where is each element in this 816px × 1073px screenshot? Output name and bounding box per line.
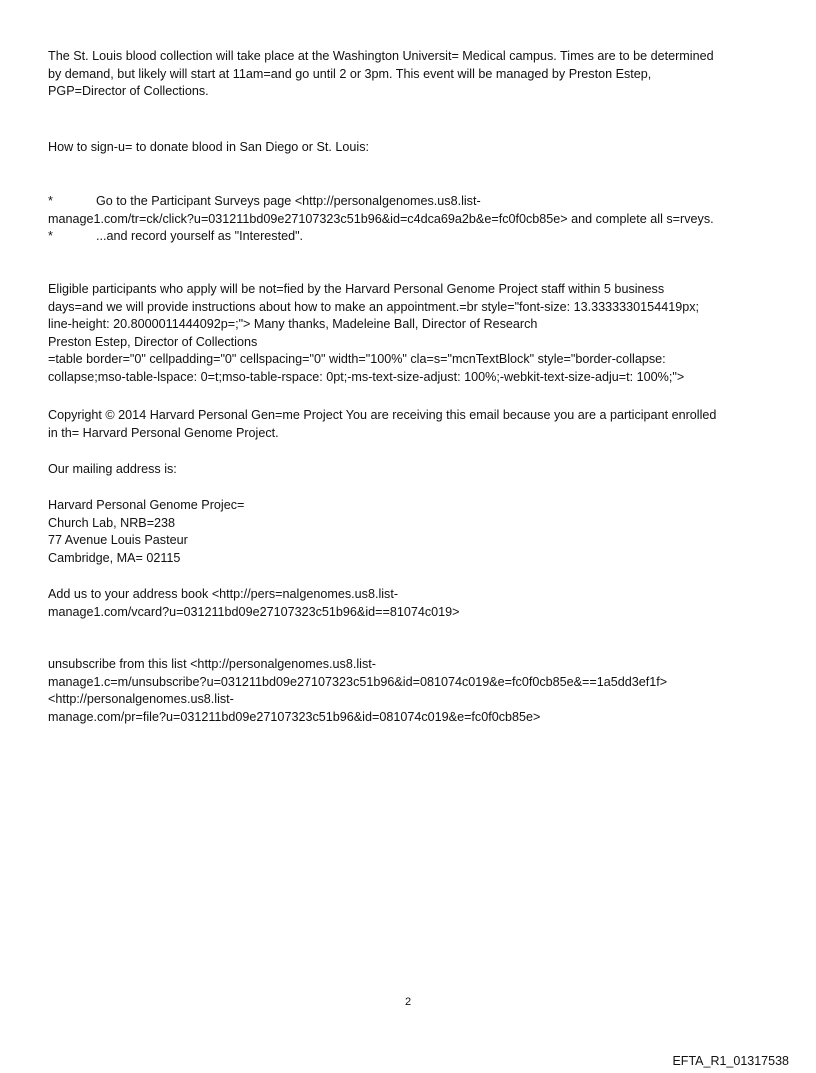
text-line: collapse;mso-table-lspace: 0=t;mso-table-rspace: 0pt;-ms-text-size-adjust: 100%;-webkit-text-size-adju=t: 100%;">	[48, 369, 685, 384]
address-line: Cambridge, MA= 02115	[48, 550, 181, 565]
address-line: 77 Avenue Louis Pasteur	[48, 533, 188, 547]
text-line: days=and we will provide instructions about how to make an appointment.=br style="font-size: 13.3333330154419px;	[48, 299, 700, 314]
participant-surveys-link[interactable]: manage1.com/tr=ck/click?u=031211bd09e27107323c51b96&id=c4dca69a2b&e=fc0f0cb85e> and complete all s=rveys.	[48, 212, 714, 226]
bullet-marker: *	[48, 194, 53, 208]
text-line: PGP=Director of Collections.	[48, 84, 209, 98]
address-line: Harvard Personal Genome Projec=	[48, 498, 245, 512]
address-book-link[interactable]	[48, 586, 778, 621]
bullet-text: Go to the Participant Surveys page <http://personalgenomes.us8.list-	[96, 194, 481, 208]
bullet-item	[48, 193, 778, 211]
unsubscribe-link[interactable]: unsubscribe from this list <http://personalgenomes.us8.list-	[48, 657, 376, 671]
stlouis-paragraph	[48, 48, 778, 101]
document-id: EFTA_R1_01317538	[672, 1054, 789, 1068]
mailing-address	[48, 497, 778, 567]
unsubscribe-link[interactable]: manage1.c=m/unsubscribe?u=031211bd09e27107323c51b96&id=081074c019&e=fc0f0cb85e&==1a5dd3ef1f>	[48, 674, 668, 689]
text-line: Copyright © 2014 Harvard Personal Gen=me Project You are receiving this email because you are a participant enrolled	[48, 408, 717, 422]
text-line: Our mailing address is:	[48, 462, 177, 476]
text-line: manage1.com/vcard?u=031211bd09e27107323c51b96&id==81074c019>	[48, 604, 460, 619]
address-line: Church Lab, NRB=238	[48, 515, 176, 530]
text-line: by demand, but likely will start at 11am=and go until 2 or 3pm. This event will be managed by Preston Estep,	[48, 66, 652, 81]
text-line: The St. Louis blood collection will take place at the Washington Universit= Medical campus. Times are to be determined	[48, 49, 714, 63]
update-profile-link[interactable]: manage.com/pr=file?u=031211bd09e27107323c51b96&id=081074c019&e=fc0f0cb85e>	[48, 709, 541, 724]
signup-heading	[48, 139, 778, 157]
eligible-paragraph	[48, 281, 778, 386]
copyright-paragraph	[48, 407, 778, 442]
text-line: =table border="0" cellpadding="0" cellspacing="0" width="100%" cla=s="mcnTextBlock" style="border-collapse:	[48, 352, 666, 366]
unsubscribe-block	[48, 656, 778, 726]
text-line: How to sign-u= to donate blood in San Diego or St. Louis:	[48, 140, 369, 154]
page-number: 2	[404, 996, 412, 1008]
bullet-wrap-line	[48, 211, 778, 229]
update-profile-link[interactable]: <http://personalgenomes.us8.list-	[48, 692, 234, 706]
mailing-address-label	[48, 461, 778, 479]
text-line: Eligible participants who apply will be not=fied by the Harvard Personal Genome Project staff within 5 business	[48, 282, 665, 296]
text-line: line-height: 20.8000011444092p=;"> Many thanks, Madeleine Ball, Director of Research	[48, 317, 538, 331]
bullet-item	[48, 228, 778, 246]
text-line: Preston Estep, Director of Collections	[48, 334, 258, 349]
text-line: in th= Harvard Personal Genome Project.	[48, 425, 279, 440]
bullet-marker: *	[48, 229, 53, 243]
text-line: Add us to your address book <http://pers=nalgenomes.us8.list-	[48, 587, 399, 601]
bullet-text: ...and record yourself as "Interested".	[96, 229, 304, 243]
